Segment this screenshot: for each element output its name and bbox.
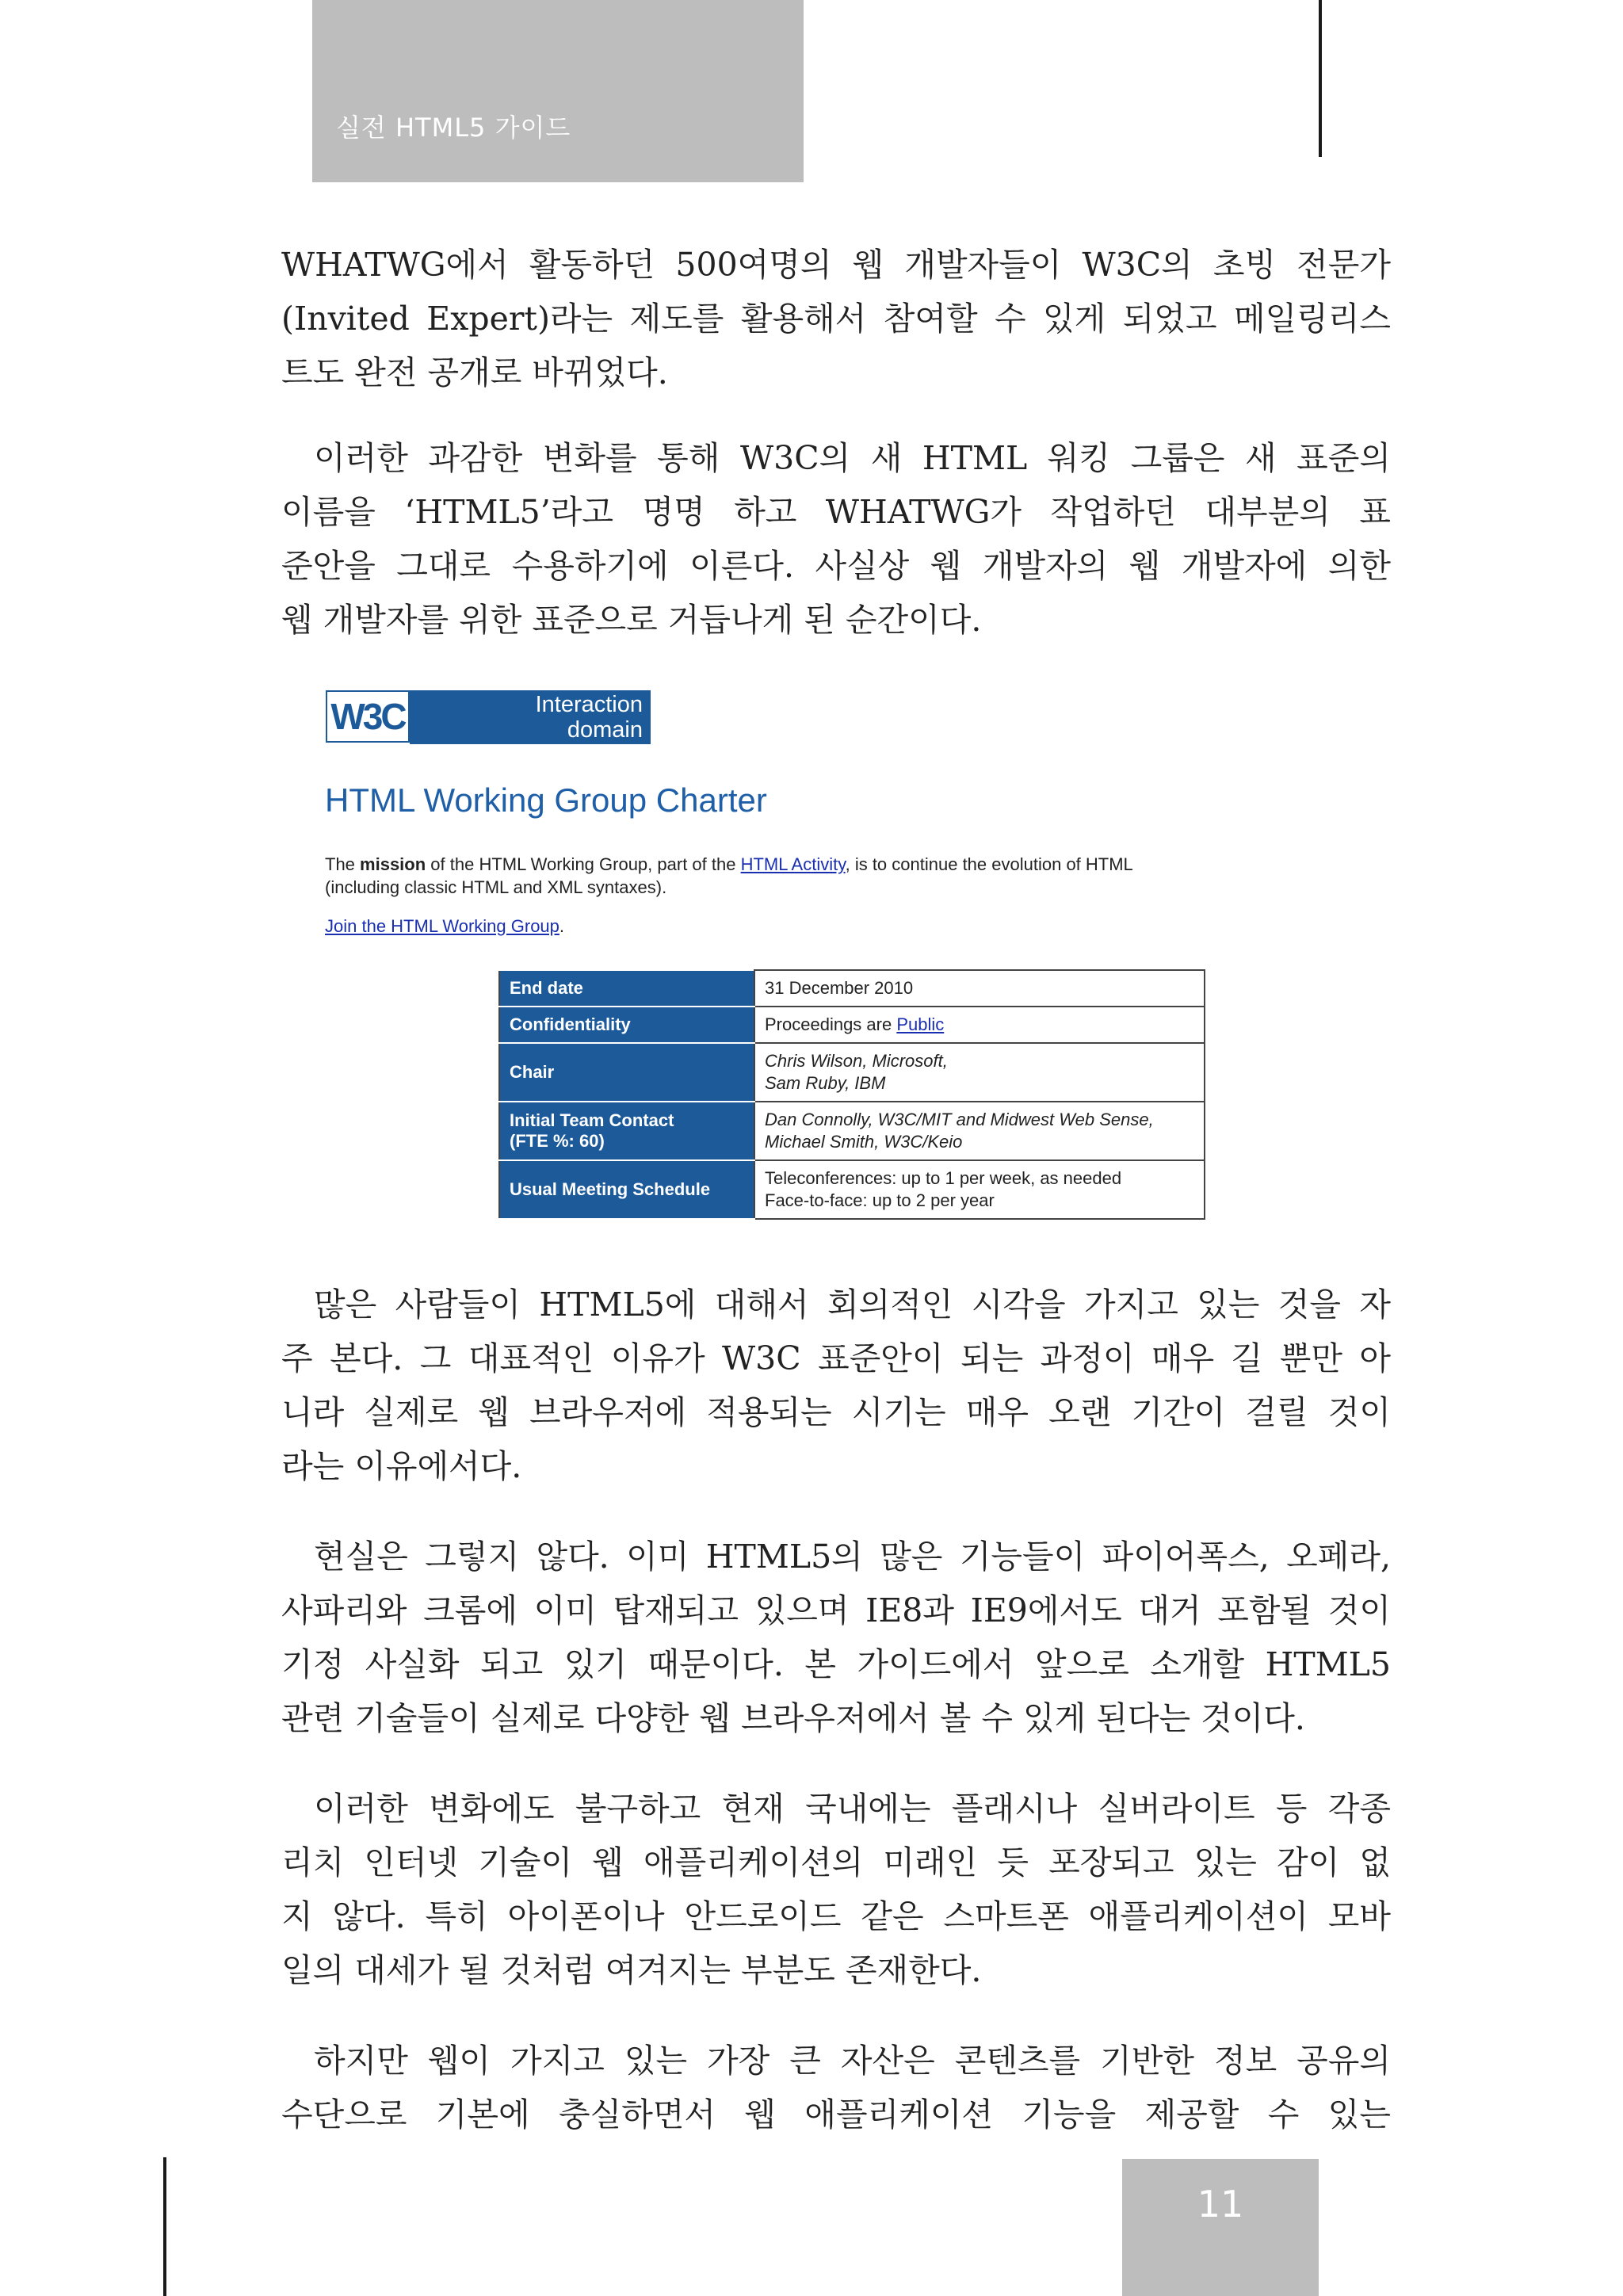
paragraph-line: 이러한 과감한 변화를 통해 W3C의 새 HTML 워킹 그룹은 새 표준의 <box>314 439 1391 477</box>
mission-text: of the HTML Working Group, part of the <box>426 854 741 874</box>
paragraph-line: WHATWG에서 활동하던 500여명의 웹 개발자들이 W3C의 초빙 전문가 <box>281 246 1391 284</box>
chair-line-1: Chris Wilson, Microsoft, <box>765 1051 948 1071</box>
w3c-logo <box>326 690 651 744</box>
schedule-line-1: Teleconferences: up to 1 per week, as needed <box>765 1168 1122 1188</box>
paragraph-line: 기정 사실화 되고 있기 때문이다. 본 가이드에서 앞으로 소개할 HTML5 <box>281 1645 1391 1683</box>
confidentiality-value <box>754 1007 1205 1043</box>
paragraph-4 <box>281 1530 1391 1745</box>
domain-line-2: domain <box>567 717 643 743</box>
paragraph-line: 라는 이유에서다. <box>281 1447 522 1485</box>
paragraph-line: 수단으로 기본에 충실하면서 웹 애플리케이션 기능을 제공할 수 있는 <box>281 2095 1391 2134</box>
paragraph-line: 리치 인터넷 기술이 웹 애플리케이션의 미래인 듯 포장되고 있는 감이 없 <box>281 1843 1391 1881</box>
paragraph-5 <box>281 1782 1391 1997</box>
book-title: 실전 HTML5 가이드 <box>336 113 571 143</box>
chair-label: Chair <box>499 1043 754 1102</box>
meeting-schedule-value <box>754 1160 1205 1219</box>
paragraph-line: 많은 사람들이 HTML5에 대해서 회의적인 시각을 가지고 있는 것을 자 <box>314 1286 1391 1324</box>
paragraph-line: 이름을 ‘HTML5’라고 명명 하고 WHATWG가 작업하던 대부분의 표 <box>281 493 1391 531</box>
confidentiality-label: Confidentiality <box>499 1007 754 1043</box>
paragraph-line: 사파리와 크롬에 이미 탑재되고 있으며 IE8과 IE9에서도 대거 포함될 것이 <box>281 1591 1391 1629</box>
header-divider <box>1319 0 1322 157</box>
html-activity-link[interactable]: HTML Activity <box>740 854 846 874</box>
header-tab <box>312 0 804 182</box>
contact-line-2: Michael Smith, W3C/Keio <box>765 1132 963 1152</box>
team-contact-value <box>754 1102 1205 1160</box>
paragraph-line: (Invited Expert)라는 제도를 활용해서 참여할 수 있게 되었고 메일링리스 <box>281 300 1391 338</box>
contact-line-1: Dan Connolly, W3C/MIT and Midwest Web Sense, <box>765 1110 1154 1129</box>
mission-text: , is to continue the evolution of HTML <box>845 854 1133 874</box>
mission-text: (including classic HTML and XML syntaxes). <box>325 877 667 897</box>
paragraph-1 <box>281 238 1391 399</box>
end-date-label: End date <box>499 970 754 1007</box>
charter-table <box>498 969 1205 1220</box>
paragraph-line: 이러한 변화에도 불구하고 현재 국내에는 플래시나 실버라이트 등 각종 <box>314 1790 1391 1828</box>
contact-label-line-2: (FTE %: 60) <box>510 1131 605 1151</box>
paragraph-6 <box>281 2034 1391 2141</box>
w3c-charter-figure <box>323 686 1203 1225</box>
paragraph-2 <box>281 431 1391 647</box>
mission-text: The <box>325 854 361 874</box>
domain-line-1: Interaction <box>535 692 643 717</box>
join-line <box>325 916 564 937</box>
chair-line-2: Sam Ruby, IBM <box>765 1073 886 1093</box>
paragraph-line: 일의 대세가 될 것처럼 여겨지는 부분도 존재한다. <box>281 1951 982 1989</box>
table-row <box>499 1043 1205 1102</box>
confidentiality-prefix: Proceedings are <box>765 1014 897 1034</box>
team-contact-label <box>499 1102 754 1160</box>
footer-divider <box>163 2157 166 2296</box>
end-date-value: 31 December 2010 <box>754 970 1205 1007</box>
mission-statement <box>325 853 1197 899</box>
page-number: 11 <box>1197 2183 1244 2225</box>
table-row <box>499 1160 1205 1219</box>
paragraph-line: 하지만 웹이 가지고 있는 가장 큰 자산은 콘텐츠를 기반한 정보 공유의 <box>314 2042 1391 2080</box>
paragraph-line: 준안을 그대로 수용하기에 이른다. 사실상 웹 개발자의 웹 개발자에 의한 <box>281 547 1391 585</box>
paragraph-line: 지 않다. 특히 아이폰이나 안드로이드 같은 스마트폰 애플리케이션이 모바 <box>281 1897 1391 1935</box>
footer-tab <box>1122 2159 1319 2296</box>
paragraph-3 <box>281 1278 1391 1493</box>
paragraph-line: 현실은 그렇지 않다. 이미 HTML5의 많은 기능들이 파이어폭스, 오페라, <box>314 1538 1391 1576</box>
table-row <box>499 970 1205 1007</box>
paragraph-line: 주 본다. 그 대표적인 이유가 W3C 표준안이 되는 과정이 매우 길 뿐만 아 <box>281 1339 1391 1377</box>
paragraph-line: 관련 기술들이 실제로 다양한 웹 브라우저에서 볼 수 있게 된다는 것이다. <box>281 1699 1305 1737</box>
paragraph-line: 웹 개발자를 위한 표준으로 거듭나게 된 순간이다. <box>281 601 982 639</box>
contact-label-line-1: Initial Team Contact <box>510 1110 674 1130</box>
w3c-logo-mark: W3C <box>326 690 410 743</box>
meeting-schedule-label: Usual Meeting Schedule <box>499 1160 754 1219</box>
join-suffix: . <box>559 916 565 936</box>
table-row <box>499 1102 1205 1160</box>
chair-value <box>754 1043 1205 1102</box>
interaction-domain-banner <box>410 690 651 744</box>
schedule-line-2: Face-to-face: up to 2 per year <box>765 1190 995 1210</box>
paragraph-line: 트도 완전 공개로 바뀌었다. <box>281 353 668 392</box>
join-group-link[interactable]: Join the HTML Working Group <box>325 916 559 936</box>
mission-bold: mission <box>360 854 426 874</box>
charter-title: HTML Working Group Charter <box>325 781 767 819</box>
paragraph-line: 니라 실제로 웹 브라우저에 적용되는 시기는 매우 오랜 기간이 걸릴 것이 <box>281 1393 1391 1431</box>
table-row <box>499 1007 1205 1043</box>
public-link[interactable]: Public <box>896 1014 945 1034</box>
